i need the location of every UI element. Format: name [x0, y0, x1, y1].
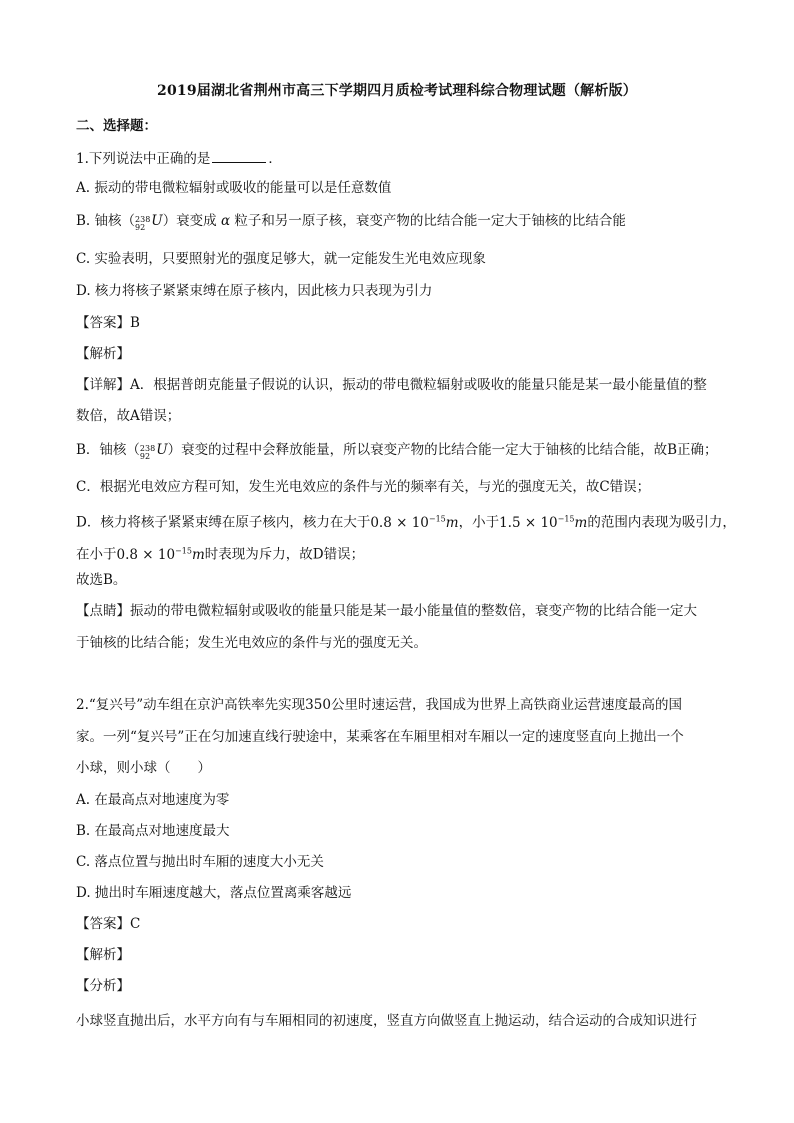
q1-comment-line2: 于铀核的比结合能；发生光电效应的条件与光的强度无关。: [76, 635, 427, 651]
q1-option-d: D. 核力将核子紧紧束缚在原子核内，因此核力只表现为引力: [76, 283, 433, 299]
q1-option-c: C. 实验表明，只要照射光的强度足够大，就一定能发生光电效应现象: [76, 251, 486, 267]
q2-fenxi-label: 【分析】: [76, 978, 130, 994]
isotope-notation: 238 92: [139, 444, 156, 461]
q1-detail-d-line1: D．核力将核子紧紧束缚在原子核内，核力在大于$0.8 \times 10^{-15}m$，小于$1.5 \times 10^{-15}m$的范围内表现为吸引力，: [76, 514, 736, 531]
q1-detail-a-line2: 数倍，故A错误；: [76, 408, 181, 424]
math-expression: $1.5 \times 10^{-15}m$: [499, 514, 588, 531]
q1-option-b: B. 铀核（ 238 92 U）衰变成 α 粒子和另一原子核，衰变产物的比结合能一定大于铀核的比结合能: [76, 213, 626, 232]
q2-option-d: D. 抛出时车厢速度越大，落点位置离乘客越远: [76, 885, 352, 901]
section-heading: 二、选择题：: [76, 118, 157, 134]
math-expression: $0.8 \times 10^{-15}m$: [370, 514, 459, 531]
q2-option-c: C. 落点位置与抛出时车厢的速度大小无关: [76, 854, 324, 870]
q2-body-line1: 小球竖直抛出后，水平方向有与车厢相同的初速度，竖直方向做竖直上抛运动，结合运动的合成知识进行: [76, 1013, 697, 1029]
q2-answer: 【答案】C: [76, 916, 141, 932]
math-expression: $0.8 \times 10^{-15}m$: [116, 546, 205, 563]
q1-comment-line1: 【点睛】振动的带电微粒辐射或吸收的能量只能是某一最小能量值的整数倍，衰变产物的比结合能一定大: [76, 603, 697, 619]
q1-detail-c: C．根据光电效应方程可知，发生光电效应的条件与光的频率有关，与光的强度无关，故C错误；: [76, 479, 651, 495]
q2-analysis-label: 【解析】: [76, 947, 130, 963]
q1-detail-d-line2: 在小于$0.8 \times 10^{-15}m$时表现为斥力，故D错误；: [76, 546, 365, 563]
q1-option-a: A. 振动的带电微粒辐射或吸收的能量可以是任意数值: [76, 180, 392, 196]
q2-stem-line3: 小球，则小球（ ）: [76, 760, 211, 776]
q2-option-b: B. 在最高点对地速度最大: [76, 823, 230, 839]
q1-choose: 故选B。: [76, 572, 127, 588]
q1-stem: 1.下列说法中正确的是 ．: [76, 148, 734, 168]
q2-stem-line1: 2.“复兴号”动车组在京沪高铁率先实现350公里时速运营，我国成为世界上高铁商业运营速度最高的国: [76, 697, 682, 713]
q1-detail-a-line1: 【详解】A．根据普朗克能量子假说的认识，振动的带电微粒辐射或吸收的能量只能是某一最小能量值的整: [76, 377, 707, 393]
isotope-notation: 238 92: [135, 215, 151, 232]
page-title: 2019届湖北省荆州市高三下学期四月质检考试理科综合物理试题（解析版）: [157, 83, 637, 99]
q2-option-a: A. 在最高点对地速度为零: [76, 792, 230, 808]
q1-detail-b: B．铀核（ 238 92 U）衰变的过程中会释放能量，所以衰变产物的比结合能一定大于铀核的比结合能，故B正确；: [76, 442, 718, 461]
q2-stem-line2: 家。一列“复兴号”正在匀加速直线行驶途中，某乘客在车厢里相对车厢以一定的速度竖直向上抛出一个: [76, 729, 684, 745]
q1-analysis-label: 【解析】: [76, 346, 130, 362]
answer-blank: [212, 148, 266, 163]
q1-answer: 【答案】B: [76, 315, 140, 331]
